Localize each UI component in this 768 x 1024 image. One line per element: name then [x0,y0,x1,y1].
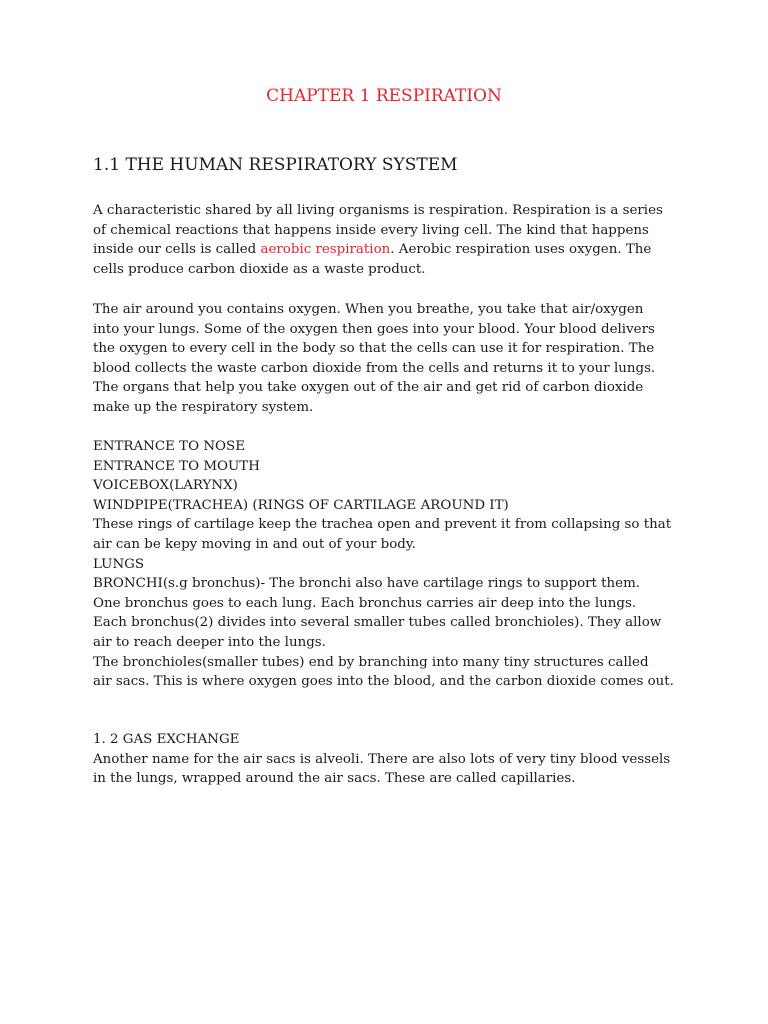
text-line: into your lungs. Some of the oxygen then goes into your blood. Your blood delivers [93,321,655,337]
text-line: in the lungs, wrapped around the air sacs. These are called capillaries. [93,771,576,787]
highlighted-term-aerobic-respiration: aerobic respiration [260,242,391,258]
paragraph-respiration-intro [93,201,683,279]
list-item: Each bronchus(2) divides into several smaller tubes called bronchioles). They allow [93,615,662,631]
section-heading-respiratory-system: 1.1 THE HUMAN RESPIRATORY SYSTEM [93,155,458,175]
section-gas-exchange [93,730,683,789]
list-item: VOICEBOX(LARYNX) [93,478,238,494]
chapter-title: CHAPTER 1 RESPIRATION [266,86,502,106]
list-item: air can be kepy moving in and out of your body. [93,536,416,552]
text-line: make up the respiratory system. [93,399,314,415]
list-item: The bronchioles(smaller tubes) end by branching into many tiny structures called [93,654,649,670]
text-line: Another name for the air sacs is alveoli. There are also lots of very tiny blood vessels [93,751,671,767]
text-line [93,240,683,260]
text-line: cells produce carbon dioxide as a waste product. [93,261,426,277]
list-item: ENTRANCE TO MOUTH [93,458,260,474]
section-heading-gas-exchange: 1. 2 GAS EXCHANGE [93,732,240,747]
list-item: BRONCHI(s.g bronchus)- The bronchi also have cartilage rings to support them. [93,576,641,592]
respiratory-organs-list [93,437,683,692]
list-item: WINDPIPE(TRACHEA) (RINGS OF CARTILAGE AROUND IT) [93,497,509,513]
list-item: LUNGS [93,556,145,572]
list-item: ENTRANCE TO NOSE [93,439,245,454]
paragraph-breathing [93,300,683,418]
text-fragment: . Aerobic respiration uses oxygen. The [390,242,652,258]
list-item: air to reach deeper into the lungs. [93,634,326,650]
text-line: blood collects the waste carbon dioxide from the cells and returns it to your lungs. [93,360,656,376]
text-line: The air around you contains oxygen. When you breathe, you take that air/oxygen [93,302,644,317]
text-line: A characteristic shared by all living organisms is respiration. Respiration is a series [93,203,663,218]
text-fragment: inside our cells is called [93,242,261,258]
text-line: the oxygen to every cell in the body so that the cells can use it for respiration. The [93,341,655,357]
list-item: air sacs. This is where oxygen goes into the blood, and the carbon dioxide comes out. [93,674,674,690]
text-line: of chemical reactions that happens inside every living cell. The kind that happens [93,222,649,238]
list-item: These rings of cartilage keep the trachea open and prevent it from collapsing so that [93,517,672,533]
list-item: One bronchus goes to each lung. Each bronchus carries air deep into the lungs. [93,595,637,611]
text-line: The organs that help you take oxygen out of the air and get rid of carbon dioxide [93,380,644,396]
